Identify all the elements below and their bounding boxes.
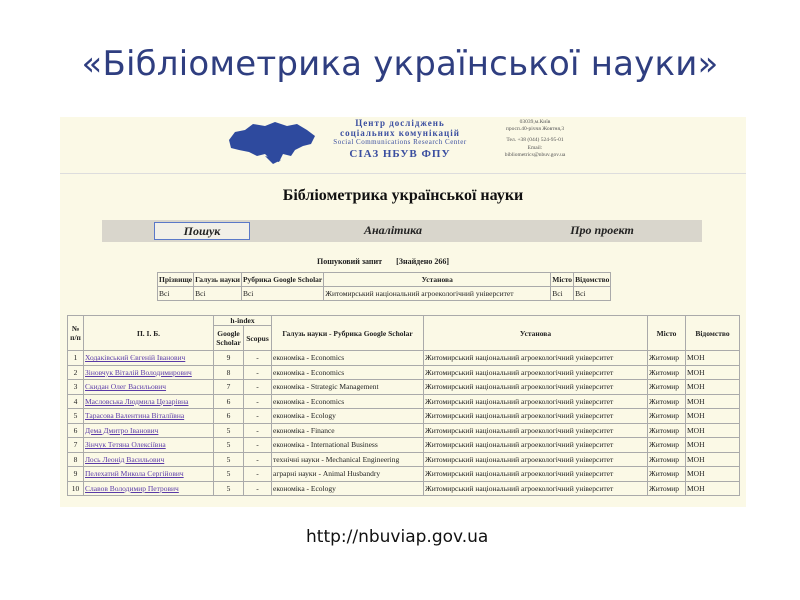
scopus-hindex: - bbox=[244, 351, 272, 366]
header-inst: Установа bbox=[424, 316, 648, 351]
google-scholar-hindex: 8 bbox=[214, 365, 244, 380]
institution: Житомирський національний агроекологічний університет bbox=[424, 365, 648, 380]
scopus-hindex: - bbox=[244, 409, 272, 424]
department: МОН bbox=[686, 452, 740, 467]
results-body bbox=[68, 351, 740, 496]
query-title bbox=[317, 257, 449, 266]
website-screenshot bbox=[60, 117, 746, 507]
query-value-cell: Всі bbox=[194, 287, 242, 301]
researcher-name-link[interactable]: Тарасова Валентина Віталіївна bbox=[84, 409, 214, 424]
header-scopus: Scopus bbox=[244, 326, 272, 351]
center-name-line2: соціальних комунікацій bbox=[340, 128, 460, 138]
row-num: 1 bbox=[68, 351, 84, 366]
table-row bbox=[68, 394, 740, 409]
nav-bar bbox=[102, 220, 702, 242]
google-scholar-hindex: 5 bbox=[214, 438, 244, 453]
scopus-hindex: - bbox=[244, 452, 272, 467]
researcher-name-link[interactable]: Пелехатий Микола Сергійович bbox=[84, 467, 214, 482]
city: Житомир bbox=[648, 351, 686, 366]
query-value-cell: Житомирський національний агроекологічний університет bbox=[324, 287, 551, 301]
site-title: Бібліометрика української науки bbox=[282, 187, 524, 204]
phone: Тел. +38 (044) 524-95-01 bbox=[506, 137, 564, 144]
table-row bbox=[68, 380, 740, 395]
institution: Житомирський національний агроекологічний університет bbox=[424, 423, 648, 438]
scopus-hindex: - bbox=[244, 467, 272, 482]
table-row bbox=[68, 481, 740, 496]
found-count: [Знайдено 266] bbox=[396, 257, 450, 266]
row-num: 4 bbox=[68, 394, 84, 409]
city: Житомир bbox=[648, 467, 686, 482]
science-field: технічні науки - Mechanical Engineering bbox=[272, 452, 424, 467]
query-value-cell: Всі bbox=[551, 287, 574, 301]
query-header-cell: Відомство bbox=[574, 273, 611, 287]
google-scholar-hindex: 6 bbox=[214, 394, 244, 409]
header-name: П. І. Б. bbox=[84, 316, 214, 351]
contact-info bbox=[490, 119, 580, 159]
institution: Житомирський національний агроекологічний університет bbox=[424, 467, 648, 482]
institution: Житомирський національний агроекологічний університет bbox=[424, 351, 648, 366]
address-line2: просп.40-річчя Жовтня,3 bbox=[505, 126, 565, 133]
header-city: Місто bbox=[648, 316, 686, 351]
query-value-cell: Всі bbox=[574, 287, 611, 301]
google-scholar-hindex: 9 bbox=[214, 351, 244, 366]
center-name-line1: Центр досліджень bbox=[355, 118, 445, 128]
scopus-hindex: - bbox=[244, 380, 272, 395]
department: МОН bbox=[686, 481, 740, 496]
query-label: Пошуковий запит bbox=[317, 257, 383, 266]
scopus-hindex: - bbox=[244, 423, 272, 438]
google-scholar-hindex: 6 bbox=[214, 409, 244, 424]
city: Житомир bbox=[648, 394, 686, 409]
city: Житомир bbox=[648, 380, 686, 395]
scopus-hindex: - bbox=[244, 365, 272, 380]
city: Житомир bbox=[648, 409, 686, 424]
row-num: 2 bbox=[68, 365, 84, 380]
query-value-row bbox=[158, 287, 611, 301]
nav-about-tab[interactable]: Про проект bbox=[570, 223, 634, 237]
scopus-hindex: - bbox=[244, 394, 272, 409]
query-header-cell: Установа bbox=[324, 273, 551, 287]
nav-search-tab[interactable]: Пошук bbox=[154, 222, 250, 240]
institution: Житомирський національний агроекологічний університет bbox=[424, 438, 648, 453]
science-field: економіка - Finance bbox=[272, 423, 424, 438]
scopus-hindex: - bbox=[244, 438, 272, 453]
row-num: 8 bbox=[68, 452, 84, 467]
science-field: економіка - Economics bbox=[272, 351, 424, 366]
query-value-cell: Всі bbox=[241, 287, 323, 301]
header-num: № п/п bbox=[68, 316, 84, 351]
researcher-name-link[interactable]: Славов Володимир Петрович bbox=[84, 481, 214, 496]
source-url[interactable]: http://nbuviap.gov.ua bbox=[306, 527, 489, 547]
city: Житомир bbox=[648, 423, 686, 438]
table-row bbox=[68, 365, 740, 380]
table-row bbox=[68, 467, 740, 482]
researcher-name-link[interactable]: Ходаківський Євгеній Іванович bbox=[84, 351, 214, 366]
city: Житомир bbox=[648, 452, 686, 467]
header-google: Google Scholar bbox=[214, 326, 244, 351]
slide-title: «Бібліометрика української науки» bbox=[81, 44, 719, 84]
science-field: економіка - International Business bbox=[272, 438, 424, 453]
researcher-name-link[interactable]: Дема Дмитро Іванович bbox=[84, 423, 214, 438]
institution: Житомирський національний агроекологічний університет bbox=[424, 452, 648, 467]
science-field: економіка - Strategic Management bbox=[272, 380, 424, 395]
query-value-cell: Всі bbox=[158, 287, 194, 301]
city: Житомир bbox=[648, 438, 686, 453]
science-field: аграрні науки - Animal Husbandry bbox=[272, 467, 424, 482]
table-row bbox=[68, 452, 740, 467]
center-name-line4: СІАЗ НБУВ ФПУ bbox=[349, 148, 451, 160]
results-header-row bbox=[68, 316, 740, 326]
query-table bbox=[157, 272, 611, 301]
center-name bbox=[320, 118, 480, 160]
header-divider bbox=[60, 173, 746, 174]
science-field: економіка - Economics bbox=[272, 365, 424, 380]
query-header-row bbox=[158, 273, 611, 287]
science-field: економіка - Ecology bbox=[272, 409, 424, 424]
table-row bbox=[68, 423, 740, 438]
city: Житомир bbox=[648, 481, 686, 496]
query-header-cell: Місто bbox=[551, 273, 574, 287]
row-num: 3 bbox=[68, 380, 84, 395]
address-line1: 03039,м.Київ bbox=[519, 119, 551, 125]
department: МОН bbox=[686, 380, 740, 395]
google-scholar-hindex: 5 bbox=[214, 423, 244, 438]
query-header-cell: Прізвище bbox=[158, 273, 194, 287]
researcher-name-link[interactable]: Зіновчук Віталій Володимирович bbox=[84, 365, 214, 380]
department: МОН bbox=[686, 467, 740, 482]
researcher-name-link[interactable]: Скидан Олег Васильович bbox=[84, 380, 214, 395]
table-row bbox=[68, 409, 740, 424]
google-scholar-hindex: 5 bbox=[214, 452, 244, 467]
row-num: 10 bbox=[68, 481, 84, 496]
science-field: економіка - Economics bbox=[272, 394, 424, 409]
table-row bbox=[68, 351, 740, 366]
department: МОН bbox=[686, 409, 740, 424]
header-hindex: h-index bbox=[214, 316, 272, 326]
header-dept: Відомство bbox=[686, 316, 740, 351]
row-num: 9 bbox=[68, 467, 84, 482]
query-header-cell: Рубрика Google Scholar bbox=[241, 273, 323, 287]
row-num: 7 bbox=[68, 438, 84, 453]
table-row bbox=[68, 438, 740, 453]
researcher-name-link[interactable]: Лось Леонід Васильович bbox=[84, 452, 214, 467]
row-num: 6 bbox=[68, 423, 84, 438]
department: МОН bbox=[686, 423, 740, 438]
department: МОН bbox=[686, 365, 740, 380]
ukraine-map-logo bbox=[225, 120, 317, 166]
google-scholar-hindex: 7 bbox=[214, 380, 244, 395]
department: МОН bbox=[686, 394, 740, 409]
researcher-name-link[interactable]: Зінчук Тетяна Олексіївна bbox=[84, 438, 214, 453]
scopus-hindex: - bbox=[244, 481, 272, 496]
site-header bbox=[60, 117, 746, 179]
institution: Житомирський національний агроекологічний університет bbox=[424, 481, 648, 496]
department: МОН bbox=[686, 438, 740, 453]
city: Житомир bbox=[648, 365, 686, 380]
science-field: економіка - Ecology bbox=[272, 481, 424, 496]
results-table bbox=[67, 315, 740, 496]
institution: Житомирський національний агроекологічний університет bbox=[424, 380, 648, 395]
department: МОН bbox=[686, 351, 740, 366]
email-label: Email: bbox=[527, 144, 543, 151]
row-num: 5 bbox=[68, 409, 84, 424]
center-name-line3: Social Communications Research Center bbox=[333, 138, 467, 146]
institution: Житомирський національний агроекологічний університет bbox=[424, 409, 648, 424]
query-header-cell: Галузь науки bbox=[194, 273, 242, 287]
google-scholar-hindex: 5 bbox=[214, 481, 244, 496]
google-scholar-hindex: 5 bbox=[214, 467, 244, 482]
header-field: Галузь науки - Рубрика Google Scholar bbox=[272, 316, 424, 351]
email-link[interactable]: bibliometrics@nbuv.gov.ua bbox=[504, 151, 566, 158]
researcher-name-link[interactable]: Масловська Людмила Цезарівна bbox=[84, 394, 214, 409]
nav-analytics-tab[interactable]: Аналітика bbox=[364, 223, 422, 237]
institution: Житомирський національний агроекологічний університет bbox=[424, 394, 648, 409]
